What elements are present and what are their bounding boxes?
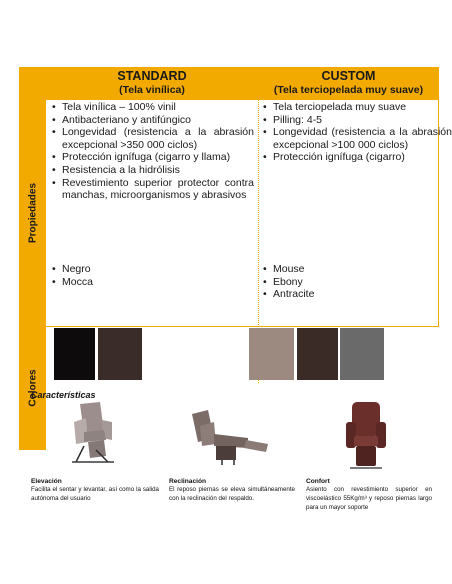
custom-title: CUSTOM (321, 69, 376, 83)
comfort-chair-image (338, 398, 394, 470)
caption-heading-reclinacion: Reclinación (169, 478, 207, 485)
caption-text-reclinacion: El reposo piernas se eleva simultáneamente con la reclinación del respaldo. (169, 486, 295, 502)
standard-subtitle: (Tela vinílica) (119, 84, 185, 96)
colores-label: Colores (27, 369, 38, 407)
caption-text-confort: Asiento con revestimiento superior en viscoelástico 55Kg/m³ y reposo piernas largo para un mayor soporte (306, 486, 432, 511)
list-item: • Tela terciopelada muy suave (262, 101, 452, 114)
propiedades-label: Propiedades (27, 182, 38, 244)
list-item: • Protección ignífuga (cigarro y llama) (51, 151, 254, 164)
row-divider (46, 326, 439, 327)
caption-text-elevacion: Facilita el sentar y levantar, así como la salida autónoma del usuario (31, 486, 159, 502)
caracteristicas-title: Características (31, 390, 96, 400)
list-item: • Ebony (262, 276, 432, 289)
row-label-propiedades (19, 100, 46, 326)
swatch-negro (54, 328, 95, 380)
list-item: • Revestimiento superior protector contra manchas, microorganismos y abrasivos (51, 177, 254, 202)
list-item: • Mocca (51, 276, 251, 289)
standard-properties-list (51, 101, 254, 202)
table-header (19, 67, 439, 100)
standard-title: STANDARD (117, 69, 187, 83)
swatch-mouse (249, 328, 294, 380)
recline-chair-image (186, 408, 274, 466)
header-standard (46, 67, 258, 100)
list-item: • Protección ignífuga (cigarro) (262, 151, 452, 164)
list-item: • Longevidad (resistencia a la abrasión excepcional >350 000 ciclos) (51, 126, 254, 151)
standard-colors-list (51, 263, 251, 288)
list-item: • Negro (51, 263, 251, 276)
caption-heading-elevacion: Elevación (31, 478, 62, 485)
list-item: • Mouse (262, 263, 432, 276)
swatch-ebony (297, 328, 338, 380)
swatch-antracite (340, 328, 384, 380)
swatch-mocca (98, 328, 142, 380)
custom-colors-list (262, 263, 432, 301)
row-label-colores (19, 326, 46, 450)
list-item: • Antracite (262, 288, 432, 301)
list-item: • Pilling: 4-5 (262, 114, 452, 127)
custom-subtitle: (Tela terciopelada muy suave) (273, 84, 424, 96)
caption-heading-confort: Confort (306, 478, 330, 485)
header-custom (258, 67, 439, 100)
list-item: • Longevidad (resistencia a la abrasión excepcional >100 000 ciclos) (262, 126, 452, 151)
list-item: • Tela vinílica – 100% vinil (51, 101, 254, 114)
list-item: • Resistencia a la hidrólisis (51, 164, 254, 177)
lift-chair-image (62, 398, 134, 464)
custom-properties-list (262, 101, 452, 164)
list-item: • Antibacteriano y antifúngico (51, 114, 254, 127)
